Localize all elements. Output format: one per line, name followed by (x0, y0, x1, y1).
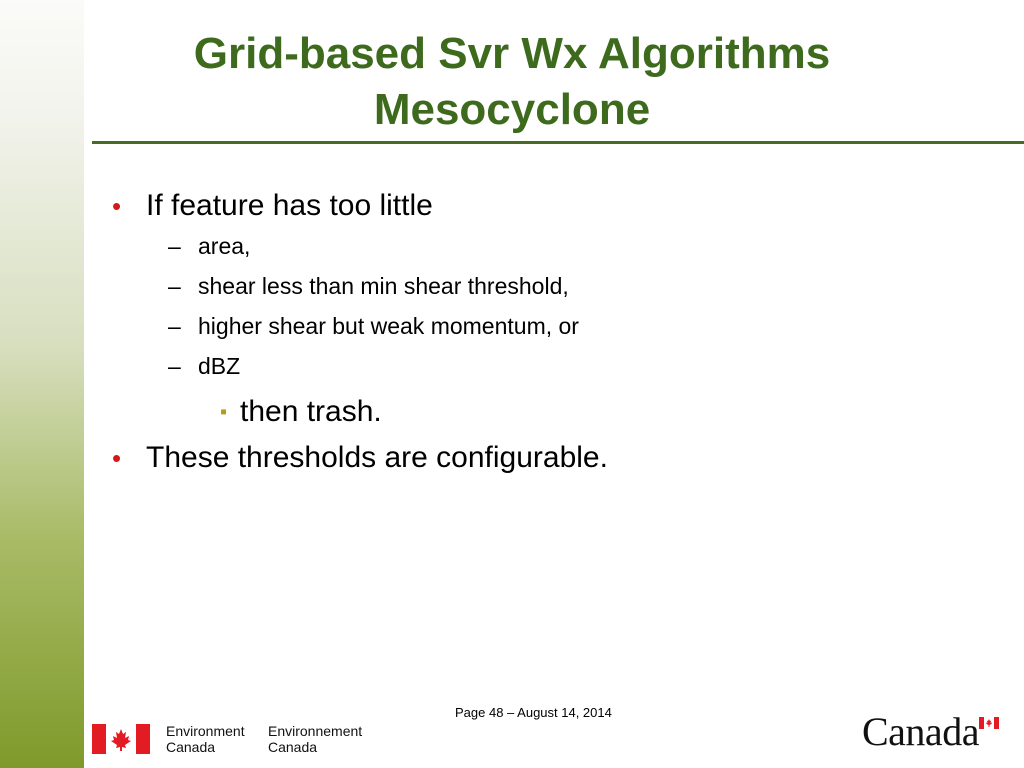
bullet-1-text: If feature has too little (146, 189, 433, 222)
bullet-2 (112, 438, 992, 478)
sub-bullet-text: higher shear but weak momentum, or (198, 313, 579, 339)
side-gradient-bar (0, 0, 84, 768)
bullet-2-text: These thresholds are configurable. (146, 441, 608, 474)
sub-bullet (112, 266, 992, 306)
bullet-1 (112, 186, 992, 226)
bullet-dot-icon: • (112, 191, 122, 221)
dept-fr-line-2: Canada (268, 739, 318, 755)
page-footer: Page 48 – August 14, 2014 (455, 705, 612, 720)
sub-bullet-text: dBZ (198, 353, 241, 379)
dash-icon: – (168, 233, 181, 259)
department-name-en (166, 723, 245, 755)
sub-sub-bullet-text: then trash. (240, 395, 382, 428)
dept-en-line-1: Environment (166, 723, 245, 739)
sub-bullet-text: area, (198, 233, 251, 259)
canada-flag-icon (92, 724, 150, 754)
title-line-1: Grid-based Svr Wx Algorithms (193, 29, 831, 78)
sub-bullet (112, 346, 992, 386)
dash-icon: – (168, 313, 181, 339)
department-name-fr (268, 723, 362, 755)
dept-fr-line-1: Environnement (268, 723, 363, 739)
slide-title (92, 26, 932, 138)
title-divider (92, 141, 1024, 144)
sub-bullet (112, 306, 992, 346)
square-bullet-icon: ▪ (220, 401, 228, 423)
bullet-dot-icon: • (112, 443, 122, 473)
canada-wordmark: Canada (862, 709, 979, 754)
sub-sub-bullet (112, 392, 992, 432)
dash-icon: – (168, 353, 181, 379)
dash-icon: – (168, 273, 181, 299)
slide-content (112, 186, 992, 478)
title-line-2: Mesocyclone (373, 85, 651, 134)
wordmark-flag-icon (979, 717, 999, 729)
sub-bullet-text: shear less than min shear threshold, (198, 273, 569, 299)
sub-bullet (112, 226, 992, 266)
dept-en-line-2: Canada (166, 739, 216, 755)
